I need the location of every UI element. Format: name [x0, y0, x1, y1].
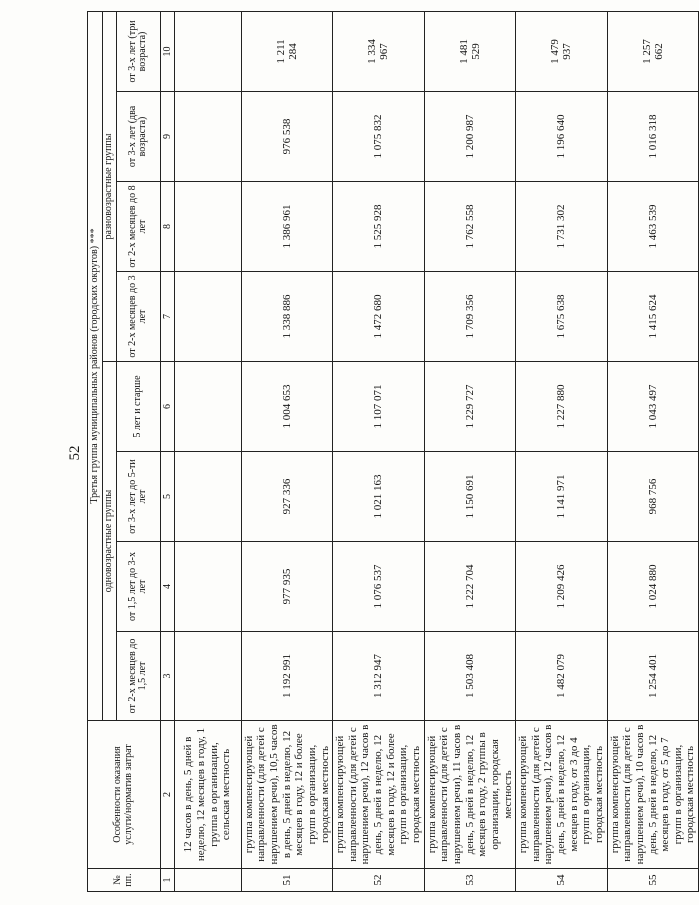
- cost-value: 1 192 991: [241, 632, 332, 721]
- table-row: [333, 11, 424, 891]
- cost-value: 968 756: [607, 452, 698, 542]
- cost-value: 1 209 426: [516, 542, 607, 632]
- row-number: 51: [241, 869, 332, 892]
- column-number: 9: [160, 92, 174, 182]
- table-row: [516, 11, 607, 891]
- cost-value: [174, 362, 241, 452]
- cost-value: 1 525 928: [333, 182, 424, 272]
- table-row: [607, 11, 698, 891]
- cost-value: 1 312 947: [333, 632, 424, 721]
- cost-value: 1 200 987: [424, 92, 515, 182]
- header-same-age-groups: одновозрастные группы: [103, 362, 117, 721]
- column-number: 1: [160, 869, 174, 892]
- header-age-col-7: от 2-х месяцев до 3 лет: [116, 272, 160, 362]
- cost-value: 1 229 727: [424, 362, 515, 452]
- header-age-col-9: от 3-х лет (два возраста): [116, 92, 160, 182]
- cost-value: 1 076 537: [333, 542, 424, 632]
- table-row: [241, 11, 332, 891]
- cost-value: 1 479 937: [516, 11, 607, 91]
- cost-value: [174, 632, 241, 721]
- table-body: [174, 11, 698, 891]
- row-number: 55: [607, 869, 698, 892]
- row-number: 52: [333, 869, 424, 892]
- column-number: 7: [160, 272, 174, 362]
- header-age-col-8: от 2-х месяцев до 8 лет: [116, 182, 160, 272]
- cost-value: 1 107 071: [333, 362, 424, 452]
- cost-value: 1 731 302: [516, 182, 607, 272]
- cost-value: 1 150 691: [424, 452, 515, 542]
- cost-value: 1 472 680: [333, 272, 424, 362]
- cost-value: 1 211 284: [241, 11, 332, 91]
- cost-value: 1 043 497: [607, 362, 698, 452]
- row-description: группа компенсирующей направленности (для детей с нарушением речи), 12 часов в день, 5 дней в неделю, 12 месяцев в году, от 3 до 4 групп в организации, городская местность: [516, 721, 607, 869]
- row-description: группа компенсирующей направленности (для детей с нарушением речи), 12 часов в день, 5 дней в неделю, 12 месяцев в году, 12 и более групп в организации, городская местность: [333, 721, 424, 869]
- header-mixed-age-groups: разновозрастные группы: [103, 11, 117, 361]
- cost-value: [174, 542, 241, 632]
- cost-value: 1 141 971: [516, 452, 607, 542]
- table-row: [174, 11, 241, 891]
- cost-value: 977 935: [241, 542, 332, 632]
- cost-value: 1 415 624: [607, 272, 698, 362]
- row-number: [174, 869, 241, 892]
- header-age-col-10: от 3-х лет (три возраста): [116, 11, 160, 91]
- cost-value: 1 386 961: [241, 182, 332, 272]
- table-row: [424, 11, 515, 891]
- cost-value: 1 675 638: [516, 272, 607, 362]
- cost-value: 1 024 880: [607, 542, 698, 632]
- header-age-col-5: от 3-х лет до 5-ти лет: [116, 452, 160, 542]
- cost-value: 1 338 886: [241, 272, 332, 362]
- cost-value: [174, 92, 241, 182]
- column-number: 10: [160, 11, 174, 91]
- cost-value: [174, 182, 241, 272]
- table-header: [88, 11, 175, 891]
- cost-value: 1 075 832: [333, 92, 424, 182]
- column-number: 3: [160, 632, 174, 721]
- row-description: группа компенсирующей направленности (для детей с нарушением речи), 10,5 часов в день, 5 дней в неделю, 12 месяцев в году, 12 и более групп в организации, городская местность: [241, 721, 332, 869]
- header-region-group: Третья группа муниципальных районов (городских округов) ***: [88, 11, 103, 720]
- cost-value: [174, 452, 241, 542]
- cost-value: 1 196 640: [516, 92, 607, 182]
- header-feature: Особенности оказания услуги/норматив затрат: [88, 721, 161, 869]
- header-age-col-6: 5 лет и старше: [116, 362, 160, 452]
- column-number-row: [160, 11, 174, 891]
- column-number: 4: [160, 542, 174, 632]
- header-row-number: № пп.: [88, 869, 161, 892]
- row-description: 12 часов в день, 5 дней в неделю, 12 месяцев в году, 1 группа в организации, сельская местность: [174, 721, 241, 869]
- cost-value: 1 334 967: [333, 11, 424, 91]
- cost-value: 927 336: [241, 452, 332, 542]
- cost-value: 1 004 653: [241, 362, 332, 452]
- cost-value: 1 257 662: [607, 11, 698, 91]
- cost-value: [174, 272, 241, 362]
- cost-value: 1 503 408: [424, 632, 515, 721]
- row-description: группа компенсирующей направленности (для детей с нарушением речи), 11 часов в день, 5 дней в неделю, 12 месяцев в году, 2 группы в организации, городская местность: [424, 721, 515, 869]
- column-number: 5: [160, 452, 174, 542]
- column-number: 8: [160, 182, 174, 272]
- header-age-col-4: от 1,5 лет до 3-х лет: [116, 542, 160, 632]
- cost-value: 1 021 163: [333, 452, 424, 542]
- header-age-col-3: от 2-х месяцев до 1,5 лет: [116, 632, 160, 721]
- cost-value: 1 709 356: [424, 272, 515, 362]
- column-number: 2: [160, 721, 174, 869]
- cost-value: 1 482 079: [516, 632, 607, 721]
- cost-value: 1 222 704: [424, 542, 515, 632]
- row-description: группа компенсирующей направленности (для детей с нарушением речи), 10 часов в день, 5 дней в неделю, 12 месяцев в году, от 5 до 7 групп в организации, городская местность: [607, 721, 698, 869]
- cost-value: 1 463 539: [607, 182, 698, 272]
- cost-value: 1 227 880: [516, 362, 607, 452]
- cost-value: 1 016 318: [607, 92, 698, 182]
- rotated-table-page: [87, 12, 697, 892]
- cost-value: 1 481 529: [424, 11, 515, 91]
- row-number: 53: [424, 869, 515, 892]
- cost-value: [174, 11, 241, 91]
- cost-norms-table: [87, 11, 699, 892]
- column-number: 6: [160, 362, 174, 452]
- cost-value: 1 254 401: [607, 632, 698, 721]
- row-number: 54: [516, 869, 607, 892]
- cost-value: 1 762 558: [424, 182, 515, 272]
- page-number: 52: [67, 445, 83, 461]
- cost-value: 976 538: [241, 92, 332, 182]
